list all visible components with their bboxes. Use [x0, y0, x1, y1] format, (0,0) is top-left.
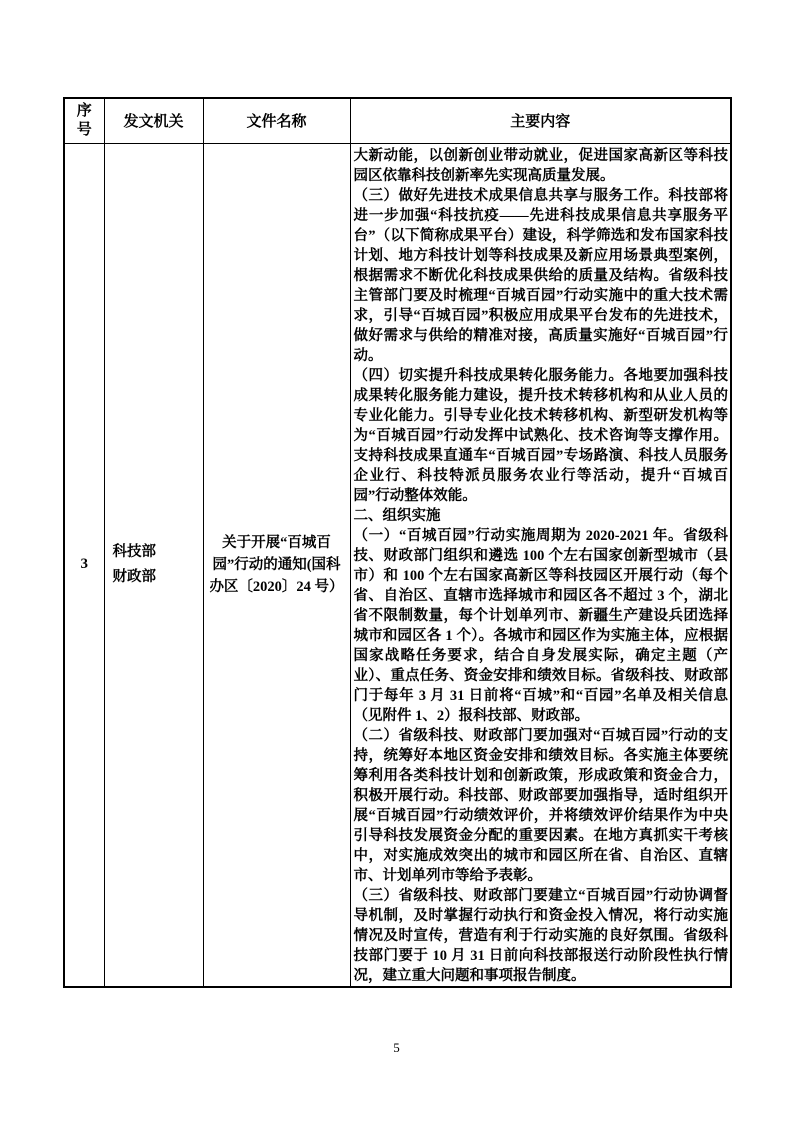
content-paragraphs: [354, 146, 729, 986]
content-paragraph: 大新动能，以创新创业带动就业，促进国家高新区等科技园区依靠科技创新率先实现高质量发展。: [353, 147, 728, 184]
cell-filename: 关于开展“百城百园”行动的通知(国科办区〔2020〕24 号）: [203, 143, 350, 987]
column-header-content: 主要内容: [350, 98, 731, 143]
content-paragraph: （三）做好先进技术成果信息共享与服务工作。科技部将进一步加强“科技抗疫——先进科技成果信息共享服务平台”（以下简称成果平台）建设，科学筛选和发布国家科技计划、地方科技计划等科技成果及新应用场景典型案例，根据需求不断优化科技成果供给的质量及结构。省级科技主管部门要及时梳理“百城百园”行动实施中的重大技术需求，引导“百城百园”积极应用成果平台发布的先进技术，做好需求与供给的精准对接，高质量实施好“百城百园”行动。: [353, 187, 728, 364]
content-paragraph: （一）“百城百园”行动实施周期为 2020-2021 年。省级科技、财政部门组织和遴选 100 个左右国家创新型城市（县市）和 100 个左右国家高新区等科技园区开展行动（每个省、自治区、直辖市选择城市和园区各不超过 3 个，湖北省不限制数量，每个计划单列市、新疆生产建设兵团选择城市和园区各 1 个）。各城市和园区作为实施主体，应根据国家战略任务要求，结合自身发展实际，确定主题（产业）、重点任务、资金安排和绩效目标。省级科技、财政部门于每年 3 月 31 日前将“百城”和“百园”名单及相关信息（见附件 1、2）报科技部、财政部。: [353, 527, 728, 724]
regulations-table: [63, 97, 732, 988]
content-paragraph: （四）切实提升科技成果转化服务能力。各地要加强科技成果转化服务能力建设，提升技术转移机构和从业人员的专业化能力。引导专业化技术转移机构、新型研发机构等为“百城百园”行动发挥中试熟化、技术咨询等支撑作用。支持科技成果直通车“百城百园”专场路演、科技人员服务企业行、科技特派员服务农业行等活动，提升“百城百园”行动整体效能。: [353, 367, 728, 504]
agency-name: 科技部: [112, 543, 156, 560]
page-number: 5: [393, 1040, 400, 1055]
column-header-index-label: 序号: [76, 102, 92, 138]
table-header-row: [64, 98, 731, 143]
table-row: [64, 143, 731, 987]
cell-content: [350, 143, 731, 987]
content-paragraph: 二、组织实施: [353, 507, 441, 524]
cell-index: 3: [64, 143, 104, 987]
column-header-agency: 发文机关: [104, 98, 203, 143]
cell-agency: [104, 143, 203, 987]
column-header-filename: 文件名称: [203, 98, 350, 143]
content-paragraph: （二）省级科技、财政部门要加强对“百城百园”行动的支持，统筹好本地区资金安排和绩效目标。各实施主体要统筹利用各类科技计划和创新政策，形成政策和资金合力，积极开展行动。科技部、财政部要加强指导，适时组织开展“百城百园”行动绩效评价，并将绩效评价结果作为中央引导科技发展资金分配的重要因素。在地方真抓实干考核中，对实施成效突出的城市和园区所在省、自治区、直辖市、计划单列市等给予表彰。: [353, 727, 728, 884]
content-paragraph: （三）省级科技、财政部门要建立“百城百园”行动协调督导机制，及时掌握行动执行和资金投入情况，将行动实施情况及时宣传，营造有利于行动实施的良好氛围。省级科技部门要于 10 月 31 日前向科技部报送行动阶段性执行情况，建立重大问题和事项报告制度。: [353, 887, 728, 984]
agency-name: 财政部: [112, 568, 156, 585]
agency-lines: [113, 540, 201, 590]
column-header-index: [64, 98, 104, 143]
